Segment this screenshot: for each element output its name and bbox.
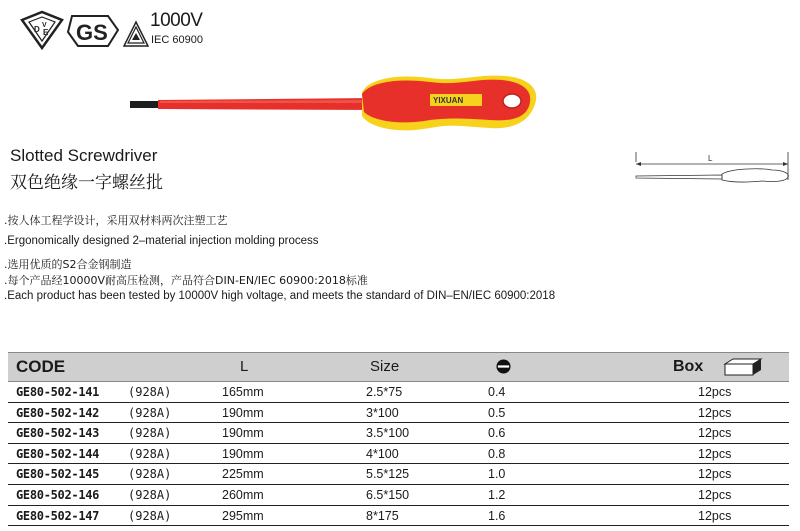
product-title-zh: 双色绝缘一字螺丝批 — [10, 173, 163, 193]
row-code: GE80-502-143 — [16, 426, 100, 441]
row-box: 12pcs — [698, 446, 732, 461]
svg-text:E: E — [43, 28, 49, 37]
svg-text:YIXUAN: YIXUAN — [433, 96, 464, 105]
feature-1: .按人体工程学设计，采用双材料两次注塑工艺 — [4, 214, 228, 227]
row-blade: 0.5 — [488, 405, 506, 420]
insulation-triangle-mark — [124, 22, 148, 46]
row-model: (928A) — [128, 446, 172, 461]
row-size: 6.5*150 — [366, 487, 410, 502]
svg-text:D: D — [34, 25, 40, 34]
header-code: CODE — [16, 357, 66, 376]
row-size: 2.5*75 — [366, 385, 403, 399]
product-title-en: Slotted Screwdriver — [10, 146, 158, 165]
row-box: 12pcs — [698, 487, 732, 502]
row-model: (928A) — [128, 405, 172, 420]
box-icon — [723, 358, 763, 376]
row-size: 8*175 — [366, 508, 399, 523]
table-row — [8, 403, 789, 424]
row-blade: 0.4 — [488, 385, 506, 399]
row-box: 12pcs — [698, 426, 732, 441]
feature-3: .选用优质的S2合金钢制造 — [4, 258, 132, 271]
row-length: 260mm — [222, 487, 264, 502]
table-row — [8, 506, 789, 527]
row-length: 190mm — [222, 446, 264, 461]
row-blade: 1.2 — [488, 487, 506, 502]
screwdriver-image — [130, 68, 540, 140]
row-size: 3.5*100 — [366, 426, 410, 441]
iec-standard: IEC 60900 — [151, 34, 203, 46]
row-blade: 0.8 — [488, 446, 506, 461]
feature-4: .每个产品经10000V耐高压检测，产品符合DIN-EN/IEC 60900:2018标准 — [4, 274, 368, 287]
row-model: (928A) — [128, 487, 172, 502]
row-box: 12pcs — [698, 467, 732, 482]
row-size: 4*100 — [366, 446, 399, 461]
row-size: 3*100 — [366, 405, 399, 420]
feature-2: .Ergonomically designed 2–material injection molding process — [4, 235, 319, 247]
vde-mark — [22, 12, 62, 48]
row-box: 12pcs — [698, 405, 732, 420]
row-length: 295mm — [222, 508, 264, 523]
table-row — [8, 464, 789, 485]
row-length: 190mm — [222, 405, 264, 420]
slotted-tip-icon — [496, 359, 511, 374]
table-body — [8, 382, 789, 526]
spec-table — [8, 352, 789, 526]
dimension-diagram — [632, 150, 792, 186]
row-length: 190mm — [222, 426, 264, 441]
row-blade: 1.6 — [488, 508, 506, 523]
table-row — [8, 485, 789, 506]
header-box: Box — [673, 358, 704, 375]
gs-mark — [68, 16, 118, 46]
row-model: (928A) — [128, 508, 172, 523]
row-size: 5.5*125 — [366, 467, 410, 482]
row-length: 225mm — [222, 467, 264, 482]
row-code: GE80-502-141 — [16, 385, 100, 399]
svg-text:GS: GS — [76, 20, 108, 45]
row-code: GE80-502-142 — [16, 405, 100, 420]
row-model: (928A) — [128, 426, 172, 441]
feature-5: .Each product has been tested by 10000V high voltage, and meets the standard of DIN–EN/IEC 60900:2018 — [4, 290, 556, 302]
row-model: (928A) — [128, 467, 172, 482]
row-model: (928A) — [128, 385, 172, 399]
row-code: GE80-502-147 — [16, 508, 100, 523]
diagram-length-label: L — [708, 154, 713, 163]
header-size: Size — [370, 358, 400, 375]
row-code: GE80-502-145 — [16, 467, 100, 482]
voltage-rating: 1000V — [150, 10, 203, 31]
row-code: GE80-502-144 — [16, 446, 100, 461]
svg-text:V: V — [42, 22, 47, 29]
table-row — [8, 382, 789, 403]
table-header — [8, 352, 789, 382]
row-box: 12pcs — [698, 508, 732, 523]
row-box: 12pcs — [698, 385, 732, 399]
row-blade: 1.0 — [488, 467, 506, 482]
row-blade: 0.6 — [488, 426, 506, 441]
table-row — [8, 444, 789, 465]
table-row — [8, 423, 789, 444]
row-length: 165mm — [222, 385, 264, 399]
row-code: GE80-502-146 — [16, 487, 100, 502]
header-length: L — [240, 358, 249, 375]
